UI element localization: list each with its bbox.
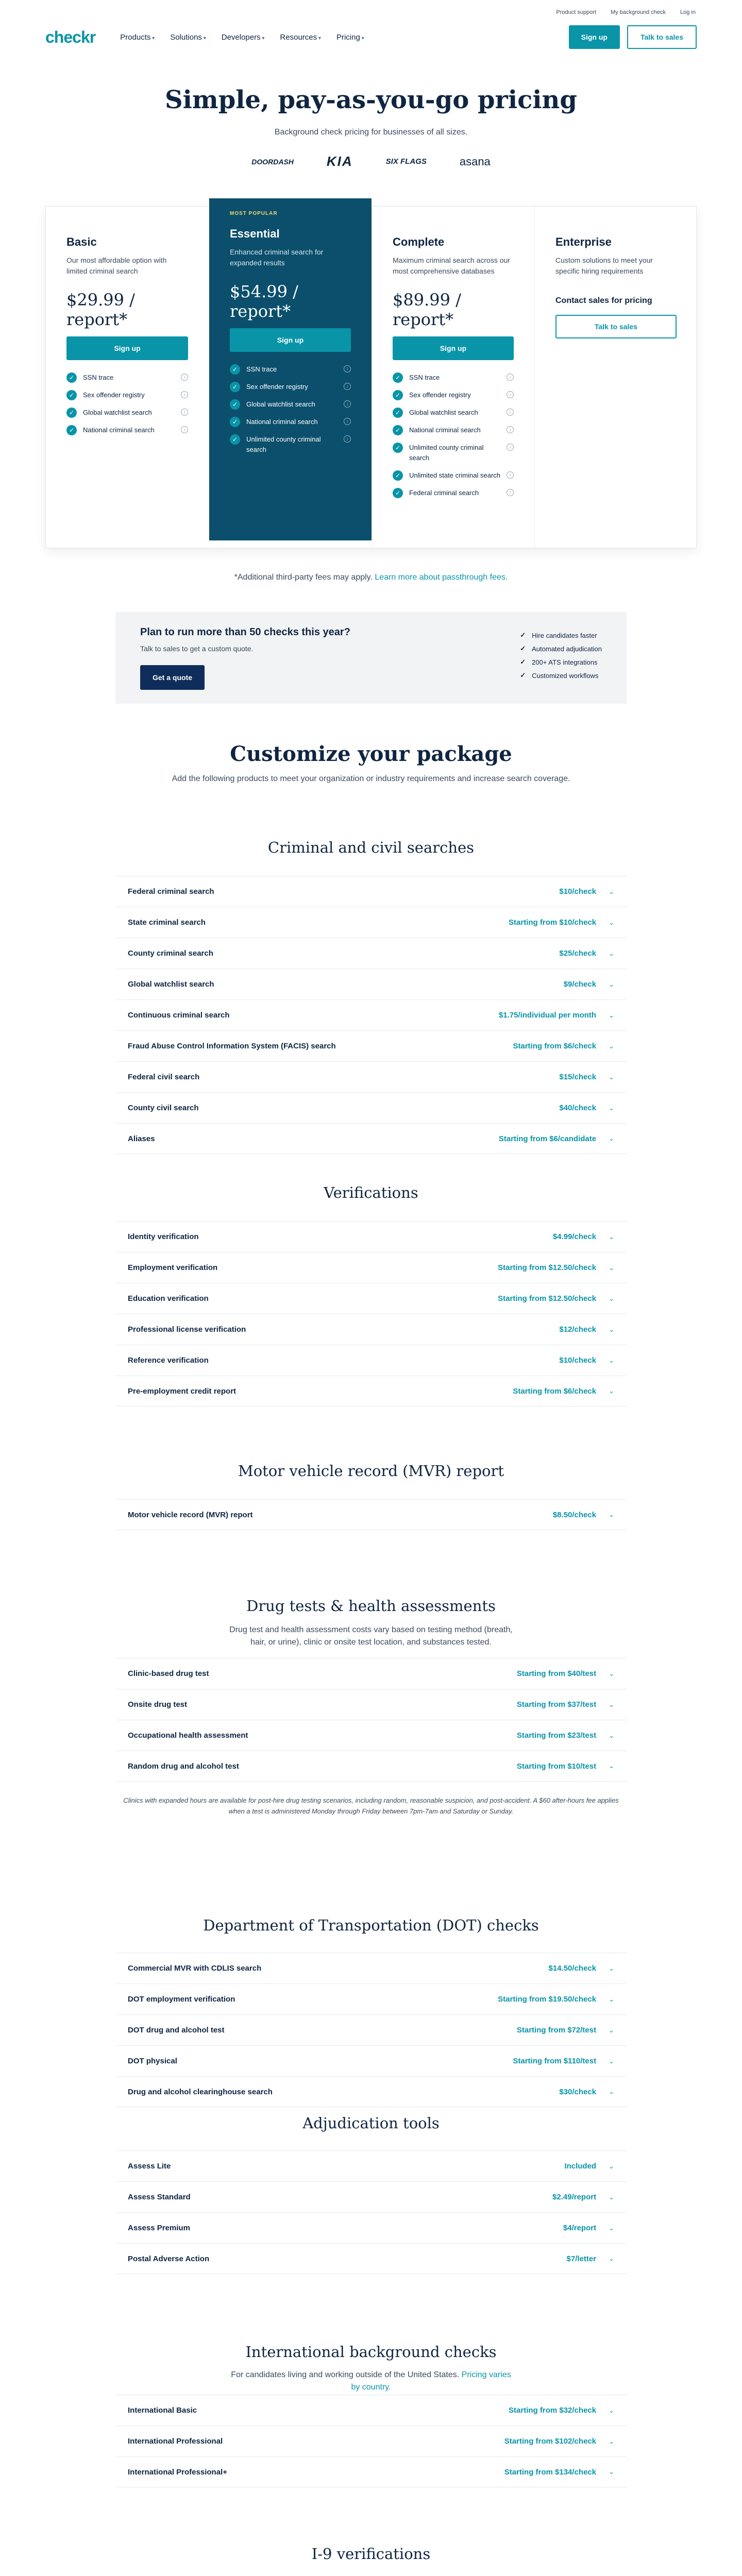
product-name: Drug and alcohol clearinghouse search: [128, 2087, 273, 2096]
info-icon[interactable]: i: [507, 409, 514, 416]
pricing-row[interactable]: [115, 999, 627, 1030]
product-name: Occupational health assessment: [128, 1731, 248, 1740]
check-icon: ✓: [520, 658, 526, 666]
product-price: $25/check: [559, 949, 597, 958]
product-price: Starting from $32/check: [509, 2406, 597, 2415]
check-icon: ✓: [66, 372, 77, 383]
info-icon[interactable]: i: [507, 444, 514, 451]
chevron-down-icon[interactable]: ⌄: [609, 2193, 614, 2201]
plan-price: $29.99 / report*: [66, 290, 135, 329]
chevron-down-icon[interactable]: ⌄: [609, 2255, 614, 2262]
product-price: $10/check: [559, 1356, 597, 1365]
check-icon: ✓: [393, 488, 403, 498]
feature-label: Unlimited state criminal search: [409, 471, 501, 479]
plan-price: $54.99 / report*: [230, 282, 298, 321]
info-icon[interactable]: i: [507, 489, 514, 496]
pricing-row[interactable]: [115, 1345, 627, 1376]
check-icon: ✓: [230, 382, 240, 392]
section-title: Criminal and civil searches: [267, 839, 475, 856]
nav-item-products[interactable]: Products ▾: [120, 33, 155, 42]
info-icon[interactable]: i: [181, 426, 188, 433]
feature-label: Unlimited county criminal search: [246, 435, 321, 453]
section-title: Motor vehicle record (MVR) report: [238, 1462, 504, 1480]
doordash-logo: DOORDASH: [251, 157, 294, 166]
product-name: Motor vehicle record (MVR) report: [128, 1510, 253, 1519]
pricing-row[interactable]: [115, 1953, 627, 1984]
chevron-down-icon[interactable]: ⌄: [609, 2026, 614, 2034]
benefit-label: 200+ ATS integrations: [532, 658, 598, 666]
pricing-row[interactable]: [115, 1221, 627, 1252]
product-name: International Professional+: [128, 2467, 227, 2477]
product-name: Onsite drug test: [128, 1700, 188, 1709]
pricing-table: [115, 2395, 627, 2487]
chevron-down-icon[interactable]: ⌄: [609, 1263, 614, 1272]
feature-label: Federal criminal search: [409, 489, 479, 497]
check-icon: ✓: [230, 417, 240, 427]
section-title: Adjudication tools: [302, 2114, 440, 2132]
check-icon: ✓: [520, 671, 526, 679]
pricing-row[interactable]: [115, 907, 627, 938]
plan-feature: [66, 390, 188, 400]
chevron-down-icon[interactable]: ⌄: [609, 949, 614, 957]
nav-item-developers[interactable]: Developers ▾: [222, 33, 265, 42]
feature-label: Global watchlist search: [83, 409, 152, 416]
feature-label: National criminal search: [83, 426, 155, 434]
check-icon: ✓: [66, 425, 77, 435]
check-icon: ✓: [66, 408, 77, 418]
product-name: Clinic-based drug test: [128, 1669, 209, 1678]
benefit-label: Hire candidates faster: [532, 631, 597, 639]
plan-enterprise: [534, 207, 697, 549]
pricing-row[interactable]: [115, 1658, 627, 1689]
chevron-down-icon[interactable]: ⌄: [609, 2406, 614, 2414]
custom-benefits: [520, 631, 602, 685]
main-nav: [45, 22, 697, 53]
benefit-item: [520, 645, 602, 653]
pricing-row[interactable]: [115, 969, 627, 999]
chevron-down-icon[interactable]: ⌄: [609, 2468, 614, 2476]
pricing-table: [115, 2150, 627, 2274]
feature-label: Global watchlist search: [409, 409, 478, 416]
check-icon: ✓: [66, 390, 77, 400]
pricing-row[interactable]: [115, 2243, 627, 2274]
nav-menu: [120, 33, 364, 42]
product-name: DOT employment verification: [128, 1995, 235, 2004]
product-name: Aliases: [128, 1134, 155, 1143]
pricing-table: [115, 1499, 627, 1530]
kia-logo: KIA: [326, 154, 353, 169]
info-icon[interactable]: i: [507, 471, 514, 479]
benefit-item: [520, 658, 602, 666]
product-name: Assess Premium: [128, 2224, 190, 2232]
pricing-row[interactable]: [115, 1314, 627, 1345]
get-quote-button[interactable]: Get a quote: [140, 665, 205, 690]
pricing-table: [115, 876, 627, 1154]
product-price: Starting from $10/check: [509, 918, 597, 927]
info-icon[interactable]: i: [507, 426, 514, 433]
feature-label: SSN trace: [246, 365, 277, 373]
chevron-down-icon[interactable]: ⌄: [609, 918, 614, 926]
essential-signup-button[interactable]: Sign up: [230, 328, 351, 352]
product-name: International Professional: [128, 2437, 223, 2446]
product-price: Starting from $72/test: [516, 2026, 597, 2035]
hero-subtitle: Background check pricing for businesses of all sizes.: [274, 128, 468, 137]
plan-feature: [393, 443, 514, 463]
product-price: $7/letter: [566, 2254, 597, 2263]
info-icon[interactable]: i: [344, 400, 351, 408]
section-footnote: Clinics with expanded hours are available for post-hire drug testing scenarios, including random, reasonable suspicion, and post-accident. A $60 after-hours fee applies when a test is administered Monday through Friday between 7pm-7am and Saturday or Sunday.: [123, 1797, 619, 1815]
utility-link-my-check[interactable]: My background check: [611, 9, 666, 15]
product-name: DOT physical: [128, 2057, 177, 2065]
plan-description: Our most affordable option with limited criminal search: [66, 256, 167, 275]
product-price: Starting from $12.50/check: [498, 1294, 597, 1303]
package-title: Customize your package: [230, 742, 512, 766]
pricing-row[interactable]: [115, 938, 627, 969]
check-icon: ✓: [393, 372, 403, 383]
complete-signup-button[interactable]: Sign up: [393, 336, 514, 360]
info-icon[interactable]: i: [507, 374, 514, 381]
feature-label: Global watchlist search: [246, 400, 315, 408]
info-icon[interactable]: i: [181, 374, 188, 381]
product-price: $4.99/check: [552, 1232, 597, 1241]
pricing-row[interactable]: [115, 1984, 627, 2014]
product-price: Starting from $10/test: [516, 1761, 597, 1771]
product-price: $40/check: [559, 1104, 597, 1112]
pricing-row[interactable]: [115, 2395, 627, 2426]
enterprise-pricing-note: Contact sales for pricing: [555, 296, 652, 305]
chevron-down-icon[interactable]: ⌄: [609, 2088, 614, 2095]
chevron-down-icon[interactable]: ⌄: [609, 1387, 614, 1395]
checkr-logo[interactable]: checkr: [45, 27, 96, 46]
check-icon: ✓: [230, 434, 240, 445]
pricing-row[interactable]: [115, 1123, 627, 1154]
section-title: I-9 verifications: [311, 2545, 431, 2563]
product-name: Professional license verification: [128, 1325, 246, 1334]
product-price: $12/check: [559, 1325, 597, 1334]
feature-label: Sex offender registry: [409, 391, 471, 399]
plan-feature: [393, 470, 514, 481]
benefit-item: [520, 631, 602, 639]
chevron-down-icon[interactable]: ⌄: [609, 980, 614, 988]
product-price: Included: [564, 2162, 597, 2171]
product-name: Global watchlist search: [128, 980, 214, 989]
pricing-row[interactable]: [115, 1499, 627, 1530]
chevron-down-icon[interactable]: ⌄: [609, 1134, 614, 1142]
product-price: $9/check: [563, 980, 597, 989]
nav-item-solutions[interactable]: Solutions ▾: [170, 33, 206, 42]
talk-to-sales-button[interactable]: Talk to sales: [627, 25, 697, 49]
product-price: Starting from $110/test: [513, 2057, 597, 2065]
pricing-by-country-link[interactable]: Pricing varies by country.: [351, 2370, 511, 2392]
fees-text: *Additional third-party fees may apply.: [234, 573, 373, 582]
info-icon[interactable]: i: [344, 435, 351, 443]
feature-label: SSN trace: [409, 374, 440, 381]
feature-label: Unlimited county criminal search: [409, 444, 484, 462]
check-icon: ✓: [520, 645, 526, 652]
plan-feature: [230, 364, 351, 375]
plan-feature: [230, 434, 351, 455]
check-icon: ✓: [393, 443, 403, 453]
passthrough-fees-link[interactable]: Learn more about passthrough fees.: [375, 573, 508, 582]
pricing-row[interactable]: [115, 2456, 627, 2487]
info-icon[interactable]: i: [181, 391, 188, 398]
plan-description: Maximum criminal search across our most comprehensive databases: [393, 256, 510, 275]
pricing-row[interactable]: [115, 1376, 627, 1406]
section-title: International background checks: [245, 2343, 497, 2361]
feature-label: Sex offender registry: [83, 391, 145, 399]
chevron-down-icon[interactable]: ⌄: [609, 1325, 614, 1333]
product-name: Federal criminal search: [128, 887, 214, 896]
product-name: Continuous criminal search: [128, 1011, 230, 1020]
info-icon[interactable]: i: [507, 391, 514, 398]
product-price: Starting from $19.50/check: [498, 1995, 597, 2004]
benefit-label: Automated adjudication: [532, 645, 602, 653]
chevron-down-icon[interactable]: ⌄: [609, 1294, 614, 1302]
plan-feature: [393, 372, 514, 383]
utility-nav: [556, 9, 696, 15]
plan-feature: [66, 408, 188, 418]
plan-feature: [393, 488, 514, 498]
pricing-row[interactable]: [115, 1092, 627, 1123]
pricing-row[interactable]: [115, 2426, 627, 2456]
plan-price: $89.99 / report*: [393, 290, 461, 329]
custom-quote-box: [115, 612, 627, 704]
plan-name: Essential: [230, 227, 280, 240]
product-name: Pre-employment credit report: [128, 1386, 237, 1396]
product-price: Starting from $12.50/check: [498, 1263, 597, 1272]
product-name: Commercial MVR with CDLIS search: [128, 1964, 262, 1973]
chevron-down-icon[interactable]: ⌄: [609, 2437, 614, 2445]
product-name: International Basic: [128, 2406, 197, 2415]
chevron-down-icon[interactable]: ⌄: [609, 2162, 614, 2170]
chevron-down-icon[interactable]: ⌄: [609, 2224, 614, 2232]
product-price: Starting from $134/check: [504, 2467, 597, 2477]
product-name: Federal civil search: [128, 1073, 200, 1081]
plan-name: Complete: [393, 235, 445, 248]
pricing-row[interactable]: [115, 2212, 627, 2243]
pricing-row[interactable]: [115, 1689, 627, 1720]
feature-label: National criminal search: [409, 426, 481, 434]
basic-signup-button[interactable]: Sign up: [66, 336, 188, 360]
pricing-row[interactable]: [115, 1030, 627, 1061]
plan-feature: [230, 382, 351, 392]
product-price: $14.50/check: [548, 1964, 597, 1973]
plan-description: Custom solutions to meet your specific hiring requirements: [555, 256, 653, 275]
product-price: $15/check: [559, 1073, 597, 1081]
product-price: $8.50/check: [552, 1510, 597, 1519]
product-name: Postal Adverse Action: [128, 2254, 210, 2263]
feature-label: SSN trace: [83, 374, 114, 381]
chevron-down-icon[interactable]: ⌄: [609, 1731, 614, 1739]
product-price: $10/check: [559, 887, 597, 896]
product-price: $30/check: [559, 2087, 597, 2096]
chevron-down-icon[interactable]: ⌄: [609, 1511, 614, 1518]
pricing-row[interactable]: [115, 2076, 627, 2107]
plan-feature: [393, 425, 514, 435]
plan-feature: [230, 417, 351, 427]
product-price: Starting from $102/check: [504, 2437, 597, 2446]
benefit-label: Customized workflows: [532, 671, 599, 680]
check-icon: ✓: [230, 364, 240, 375]
custom-quote-text: Talk to sales to get a custom quote.: [140, 644, 254, 653]
check-icon: ✓: [393, 425, 403, 435]
chevron-down-icon[interactable]: ⌄: [609, 1011, 614, 1019]
customer-logos: [0, 154, 742, 170]
product-price: Starting from $40/test: [516, 1669, 597, 1678]
chevron-down-icon[interactable]: ⌄: [609, 1073, 614, 1081]
product-price: Starting from $6/check: [513, 1386, 597, 1396]
fees-note: [0, 573, 742, 582]
feature-label: National criminal search: [246, 418, 318, 426]
chevron-down-icon[interactable]: ⌄: [609, 1700, 614, 1708]
nav-item-pricing[interactable]: Pricing ▾: [336, 33, 364, 42]
info-icon[interactable]: i: [344, 418, 351, 425]
nav-item-resources[interactable]: Resources ▾: [280, 33, 321, 42]
product-name: Education verification: [128, 1294, 209, 1303]
chevron-down-icon[interactable]: ⌄: [609, 1104, 614, 1112]
plan-feature: [393, 390, 514, 400]
chevron-down-icon[interactable]: ⌄: [609, 1042, 614, 1050]
plan-feature: [230, 399, 351, 410]
info-icon[interactable]: i: [344, 383, 351, 390]
plan-complete: [372, 207, 534, 549]
section-lead-text: For candidates living and working outside of the United States.: [231, 2370, 460, 2379]
pricing-row[interactable]: [115, 2150, 627, 2181]
product-price: $4/report: [563, 2224, 597, 2232]
product-price: Starting from $37/test: [516, 1700, 597, 1709]
check-icon: ✓: [393, 390, 403, 400]
benefit-item: [520, 671, 602, 680]
pricing-row[interactable]: [115, 1751, 627, 1782]
utility-link-support[interactable]: Product support: [556, 9, 597, 15]
product-name: Assess Standard: [128, 2193, 191, 2201]
chevron-down-icon[interactable]: ⌄: [609, 1356, 614, 1364]
pricing-row[interactable]: [115, 1061, 627, 1092]
signup-button[interactable]: Sign up: [569, 25, 620, 49]
info-icon[interactable]: i: [181, 409, 188, 416]
check-icon: ✓: [393, 408, 403, 418]
info-icon[interactable]: i: [344, 365, 351, 372]
pricing-row[interactable]: [115, 876, 627, 907]
chevron-down-icon[interactable]: ⌄: [609, 887, 614, 895]
most-popular-badge: MOST POPULAR: [230, 211, 278, 216]
pricing-row[interactable]: [115, 1252, 627, 1283]
plan-feature: [66, 425, 188, 435]
check-icon: ✓: [520, 631, 526, 639]
chevron-down-icon[interactable]: ⌄: [609, 1964, 614, 1972]
chevron-down-icon[interactable]: ⌄: [609, 1995, 614, 2003]
page-title: Simple, pay-as-you-go pricing: [165, 86, 577, 114]
pricing-table: [115, 1953, 627, 2107]
product-name: County civil search: [128, 1104, 199, 1112]
plan-description: Enhanced criminal search for expanded results: [230, 248, 324, 267]
package-lead: Add the following products to meet your organization or industry requirements and increase search coverage.: [172, 774, 570, 783]
pricing-row[interactable]: [115, 2045, 627, 2076]
product-price: Starting from $23/test: [516, 1731, 597, 1740]
product-name: Reference verification: [128, 1356, 209, 1365]
chevron-down-icon[interactable]: ⌄: [609, 1669, 614, 1677]
chevron-down-icon[interactable]: ⌄: [609, 2057, 614, 2065]
section-title: Drug tests & health assessments: [246, 1597, 496, 1615]
section-title: Verifications: [324, 1184, 418, 1201]
product-price: $1.75/individual per month: [498, 1011, 597, 1020]
feature-label: Sex offender registry: [246, 383, 308, 391]
pricing-table: [115, 1658, 627, 1782]
pricing-plans: [45, 206, 697, 548]
section-lead: [0, 1624, 742, 1649]
six-flags-logo: SIX FLAGS: [385, 157, 427, 166]
check-icon: ✓: [393, 470, 403, 481]
pricing-row[interactable]: [115, 1720, 627, 1751]
utility-link-login[interactable]: Log in: [680, 9, 696, 15]
product-price: $2.49/report: [552, 2193, 597, 2201]
enterprise-talk-to-sales-button[interactable]: Talk to sales: [555, 315, 677, 338]
section-title: Department of Transportation (DOT) checks: [203, 1917, 539, 1934]
check-icon: ✓: [230, 399, 240, 410]
chevron-down-icon[interactable]: ⌄: [609, 1232, 614, 1241]
pricing-row[interactable]: [115, 1283, 627, 1314]
product-name: DOT drug and alcohol test: [128, 2026, 225, 2035]
plan-essential: [209, 198, 372, 540]
plan-feature: [66, 372, 188, 383]
product-name: Identity verification: [128, 1232, 199, 1241]
product-price: Starting from $6/check: [513, 1042, 597, 1050]
pricing-table: [115, 1221, 627, 1406]
product-name: Employment verification: [128, 1263, 218, 1272]
product-name: Assess Lite: [128, 2162, 171, 2171]
product-price: Starting from $6/candidate: [498, 1134, 597, 1143]
custom-quote-title: Plan to run more than 50 checks this year?: [140, 626, 350, 638]
plan-name: Basic: [66, 235, 97, 248]
pricing-row[interactable]: [115, 2014, 627, 2045]
section-lead-text: Drug test and health assessment costs vary based on testing method (breath, hair, or urine), clinic or onsite test location, and substances tested.: [229, 1625, 513, 1647]
product-name: Random drug and alcohol test: [128, 1761, 239, 1771]
plan-name: Enterprise: [555, 235, 612, 248]
product-name: Fraud Abuse Control Information System (FACIS) search: [128, 1042, 336, 1050]
asana-logo: asana: [459, 155, 491, 168]
pricing-row[interactable]: [115, 2181, 627, 2212]
plan-basic: [46, 207, 209, 549]
product-name: County criminal search: [128, 949, 213, 958]
chevron-down-icon[interactable]: ⌄: [609, 1762, 614, 1770]
plan-feature: [393, 408, 514, 418]
product-name: State criminal search: [128, 918, 206, 927]
section-lead: [0, 2369, 742, 2394]
